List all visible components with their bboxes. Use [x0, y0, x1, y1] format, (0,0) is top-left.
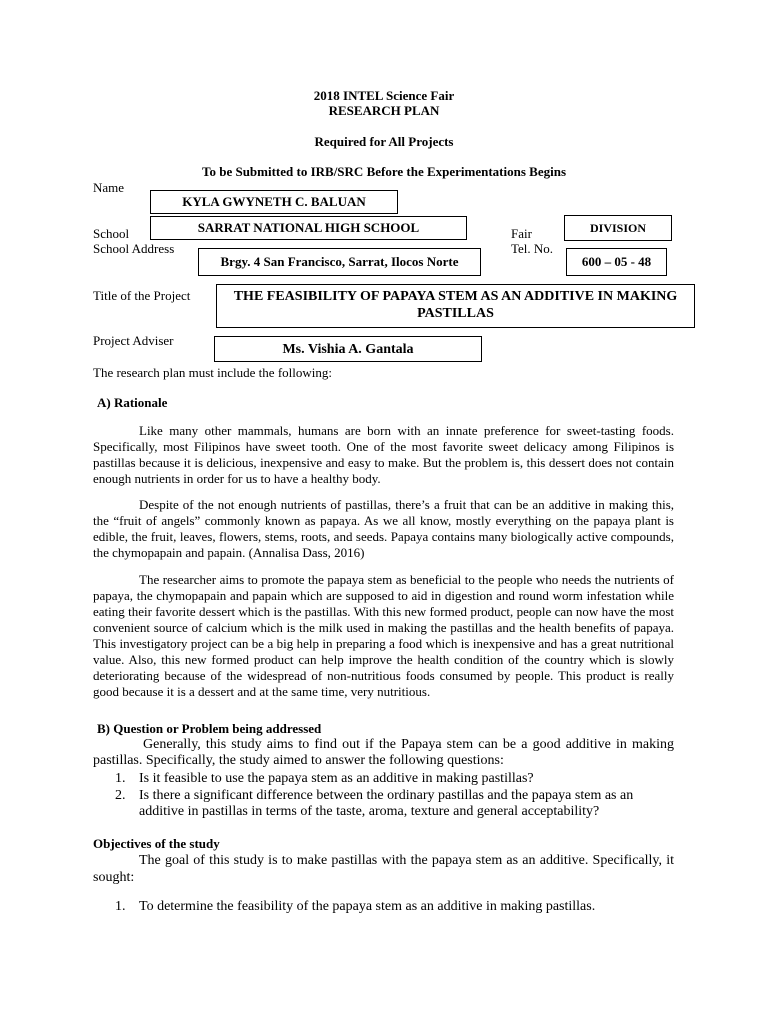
rationale-paragraph-1 — [93, 423, 674, 487]
name-label: Name — [93, 180, 125, 195]
question-2-text: Is there a significant difference between the ordinary pastillas and the papaya stem as an additive in pastillas in terms of the taste, aroma, texture and general acceptability? — [139, 788, 634, 819]
required-note: Required for All Projects — [314, 134, 454, 149]
school-address-label: School Address — [93, 241, 175, 256]
rationale-paragraph-3 — [93, 572, 674, 700]
objective-1-text: To determine the feasibility of the papaya stem as an additive in making pastillas. — [139, 899, 596, 914]
question-intro — [93, 737, 674, 769]
rationale-paragraph-2 — [93, 497, 674, 561]
question-1-number: 1. — [115, 771, 126, 786]
fair-label: Fair — [511, 226, 532, 241]
objectives-heading: Objectives of the study — [93, 836, 220, 851]
question-2-number: 2. — [115, 788, 126, 803]
objectives-intro — [93, 852, 674, 886]
question-1-text: Is it feasible to use the papaya stem as an additive in making pastillas? — [139, 771, 534, 786]
objective-1-number: 1. — [115, 899, 126, 914]
fair-title: 2018 INTEL Science Fair — [313, 88, 455, 103]
rationale-heading: A) Rationale — [97, 395, 168, 410]
name-field: KYLA GWYNETH C. BALUAN — [150, 190, 398, 214]
tel-field: 600 – 05 - 48 — [566, 248, 667, 276]
submission-note: To be Submitted to IRB/SRC Before the Experimentations Begins — [201, 164, 567, 179]
school-field: SARRAT NATIONAL HIGH SCHOOL — [150, 216, 467, 240]
question-heading: B) Question or Problem being addressed — [97, 721, 322, 736]
plan-title: RESEARCH PLAN — [328, 103, 440, 118]
question-intro-text: Generally, this study aims to find out if the Papaya stem can be a good additive in making pastillas. Specifically, the study aimed to answer the following questions: — [93, 737, 674, 768]
research-plan-intro: The research plan must include the following: — [93, 365, 332, 380]
adviser-label: Project Adviser — [93, 333, 174, 348]
rationale-p1-text: Like many other mammals, humans are born with an innate preference for sweet-tasting foods. Specifically, most Filipinos have sweet tooth. One of the most favorite sweet delicacy among Filipinos is pastillas because it is delicious, inexpensive and easy to make. But the problem is, this dessert does not contain enough nutrients in order for us to have a healthy body. — [93, 423, 674, 486]
rationale-p2-text: Despite of the not enough nutrients of pastillas, there’s a fruit that can be an additive in making this, the “fruit of angels” commonly known as papaya. As we all know, mostly everything on the papaya plant is edible, the fruit, leaves, flowers, stems, roots, and seeds. Papaya contains many biologically active compounds, the chymopapain and papain. (Annalisa Dass, 2016) — [93, 497, 674, 560]
school-address-field: Brgy. 4 San Francisco, Sarrat, Ilocos Norte — [198, 248, 481, 276]
tel-label: Tel. No. — [511, 241, 554, 256]
fair-field: DIVISION — [564, 215, 672, 241]
school-label: School — [93, 226, 130, 241]
project-title-field: THE FEASIBILITY OF PAPAYA STEM AS AN ADDITIVE IN MAKING PASTILLAS — [216, 284, 695, 328]
objectives-intro-text: The goal of this study is to make pastillas with the papaya stem as an additive. Specifically, it sought: — [93, 853, 674, 885]
adviser-field: Ms. Vishia A. Gantala — [214, 336, 482, 362]
rationale-p3-text: The researcher aims to promote the papaya stem as beneficial to the people who needs the nutrients of papaya, the chymopapain and papain which are supposed to aid in digestion and round worm infestation while eating their favorite dessert which is the pastillas. With this new formed product, people can now have the most convenient source of calcium which is the milk used in making the pastillas and the health benefits of papaya. This investigatory project can be a big help in preparing a food which is inexpensive and has a great nutritional value. Also, this new formed product can help improve the health condition of the country which is slowly deteriorating because of the widespread of non-nutritious foods consumed by people. This product is really good because it is a dessert and at the same time, very nutritious. — [93, 572, 674, 699]
title-label: Title of the Project — [93, 288, 191, 303]
